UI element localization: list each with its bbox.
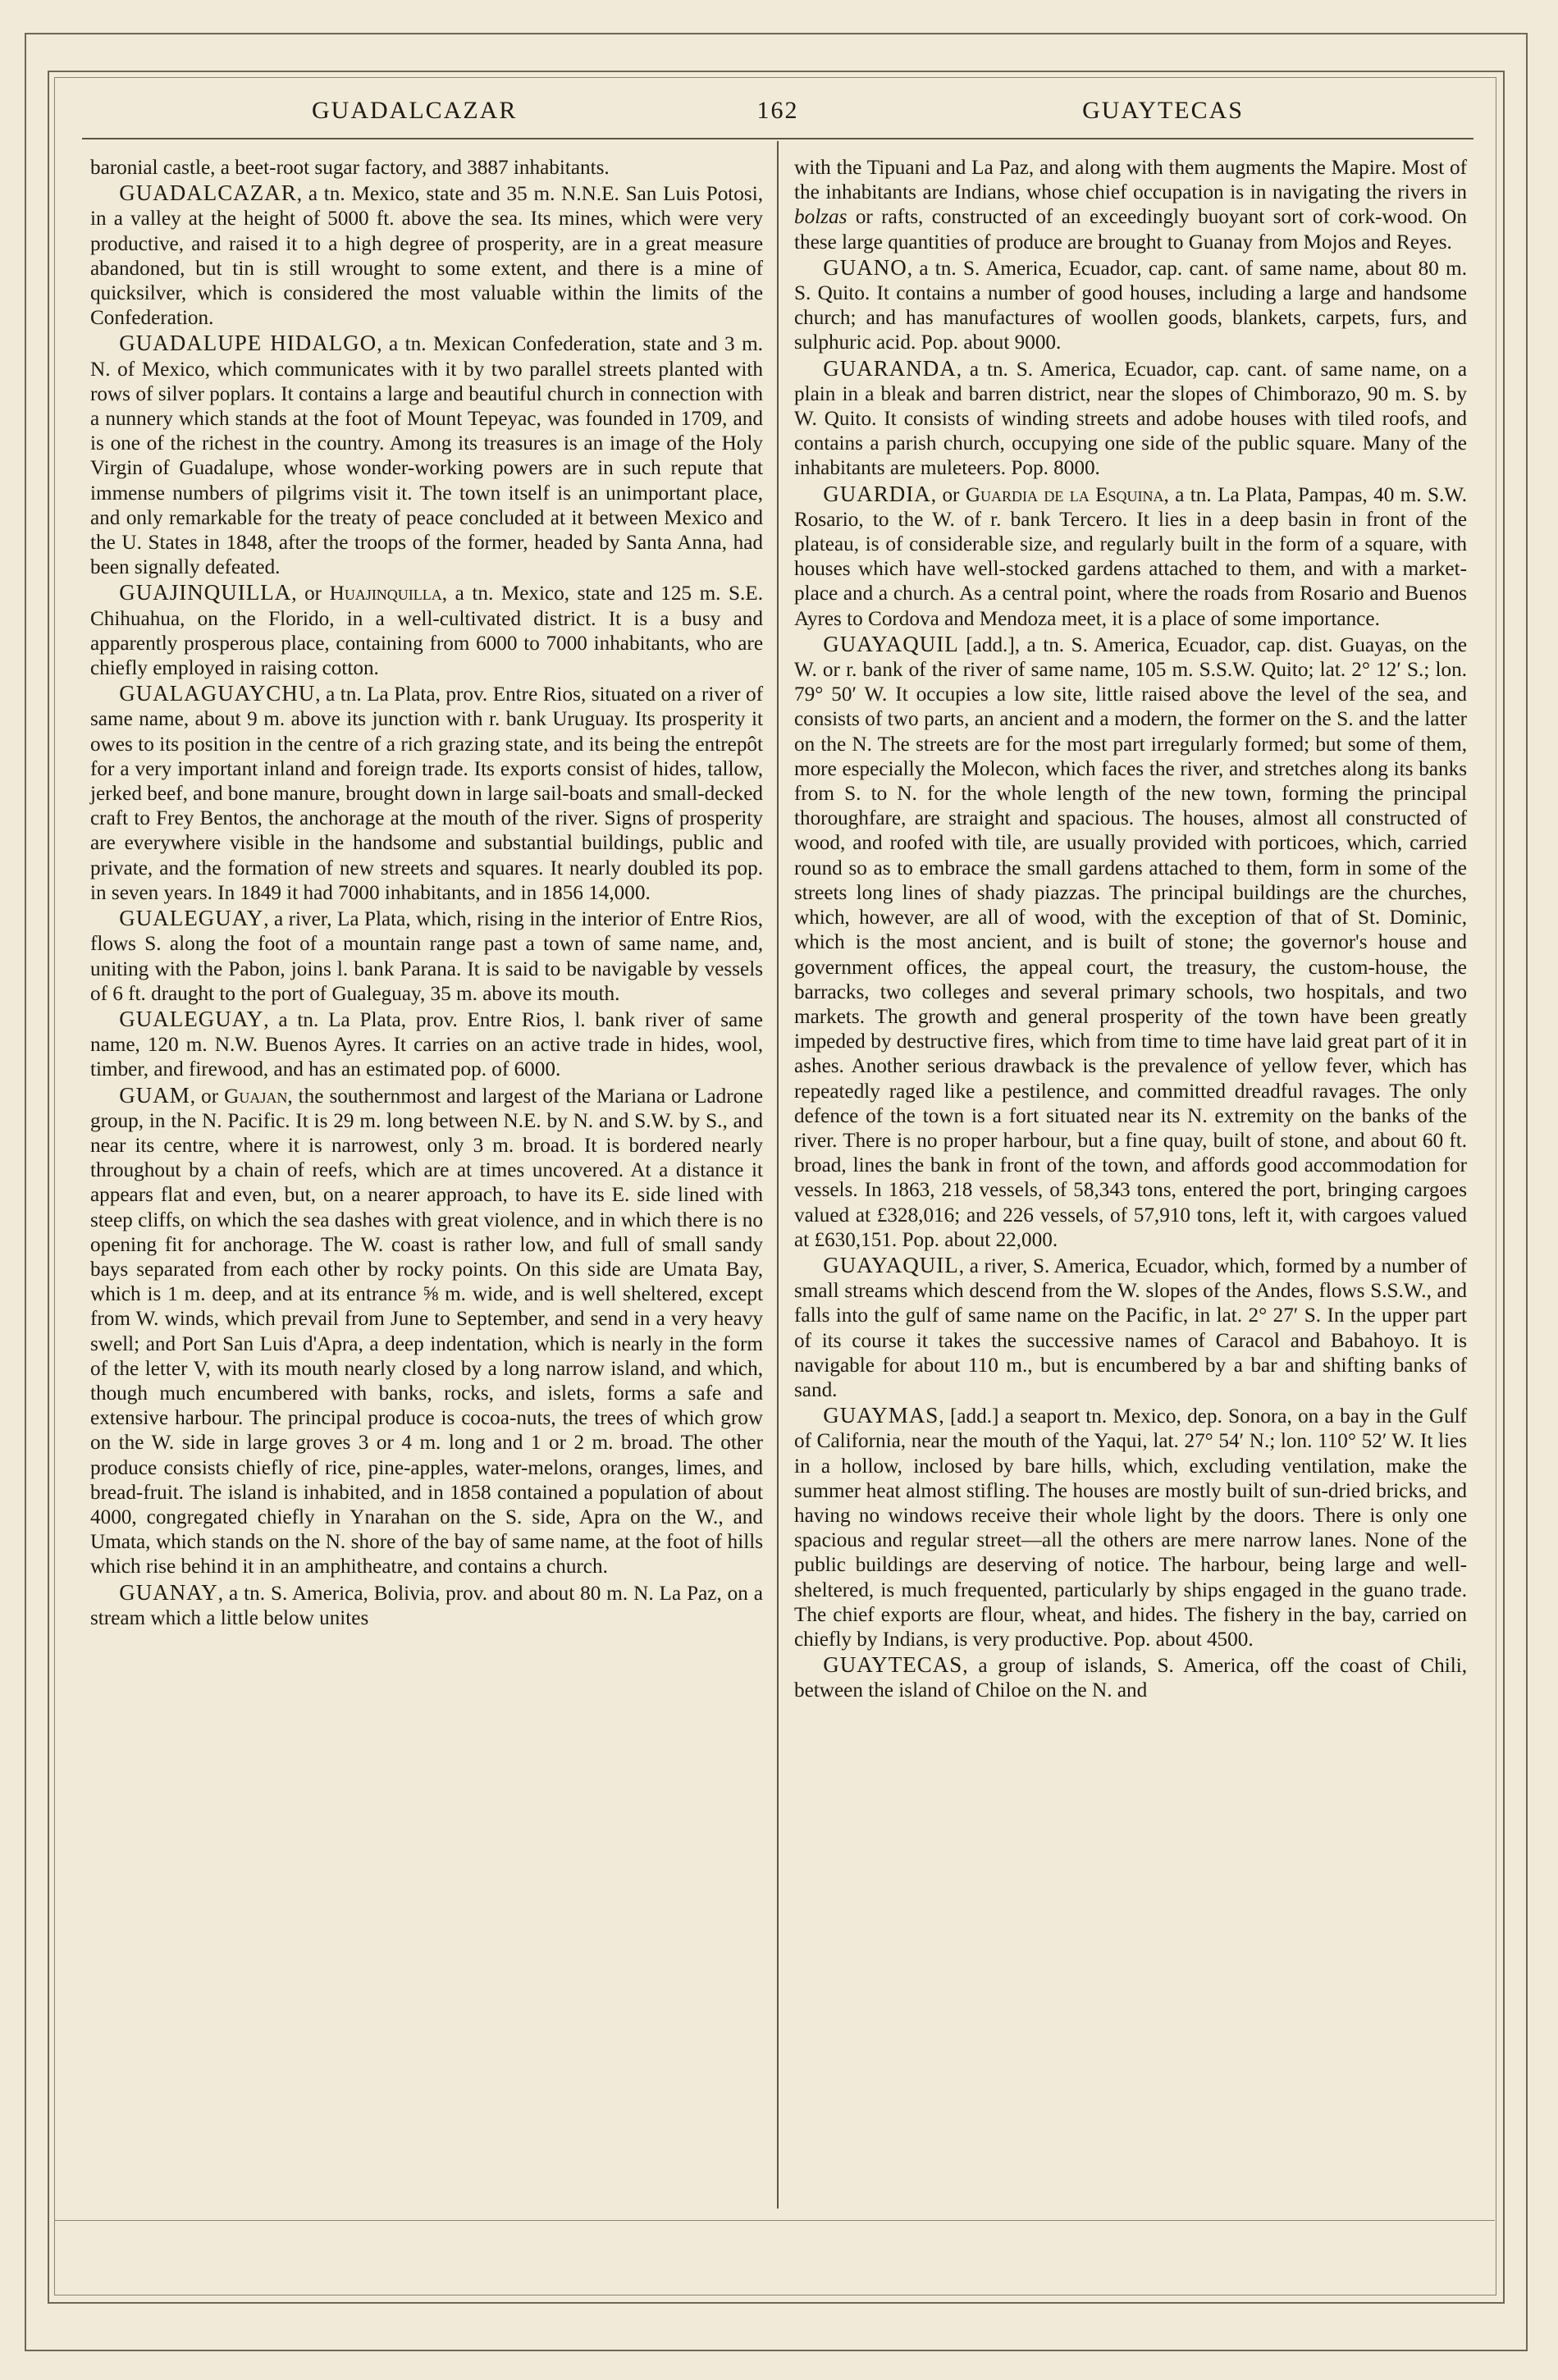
right-column xyxy=(794,156,1467,1704)
entry-guaranda: GUARANDA, a tn. S. America, Ecuador, cap. cant. of same name, on a plain in a bleak and barren district, near the slopes of Chimborazo, 90 m. S. by W. Quito. It consists of winding streets and adobe houses with tiled roofs, and contains a parish church, occupying one side of the public square. Many of the inhabitants are muleteers. Pop. 8000. xyxy=(794,355,1467,480)
entry-guayaquil-river: GUAYAQUIL, a river, S. America, Ecuador, which, formed by a number of small streams which descend from the W. slopes of the Andes, flows S.S.W., and falls into the gulf of same name on the Pacific, in lat. 2° 27′ S. In the upper part of its course it takes the successive names of Caracol and Babahoyo. It is navigable for about 110 m., but is encumbered by a bar and shifting banks of sand. xyxy=(794,1252,1467,1401)
entry-guam: GUAM, or Guajan, the southernmost and largest of the Mariana or Ladrone group, in the N. Pacific. It is 29 m. long between N.E. by N. and S.W. by S., and near its centre, where it is narrowest, only 3 m. broad. It is bordered nearly throughout by a chain of reefs, which are at times uncovered. At a distance it appears flat and even, but, on a nearer approach, to have its E. side lined with steep cliffs, on which the sea dashes with great violence, and in which there is no opening fit for anchorage. The W. coast is rather low, and full of small sandy bays separated from each other by rocky points. On this side are Umata Bay, which is 1 m. deep, and at its entrance ⅝ m. wide, and is well sheltered, except from W. winds, which prevail from June to September, and send in a very heavy swell; and Port San Luis d'Apra, a deep indentation, which is nearly in the form of the letter V, with its mouth nearly closed by a long narrow island, and which, though much encumbered with banks, rocks, and islets, forms a safe and extensive harbour. The principal produce is cocoa-nuts, the trees of which grow on the W. side in large groves 3 or 4 m. long and 1 or 2 m. broad. The other produce consists chiefly of rice, pine-apples, water-melons, oranges, limes, and bread-fruit. The island is inhabited, and in 1858 contained a population of about 4000, congregated chiefly in Ynarahan on the S. side, Apra on the W., and Umata, which stands on the N. shore of the bay of same name, at the foot of hills which rise behind it in an amphitheatre, and contains a church. xyxy=(90,1082,764,1578)
header-right-word: GUAYTECAS xyxy=(1082,97,1244,124)
running-header xyxy=(82,97,1473,130)
column-divider xyxy=(777,141,779,2209)
entry-guano: GUANO, a tn. S. America, Ecuador, cap. cant. of same name, about 80 m. S. Quito. It contains a number of good houses, including a large and handsome church; and has manufactures of woollen goods, blankets, carpets, furs, and sulphuric acid. Pop. about 9000. xyxy=(794,254,1467,354)
entry-guaytecas: GUAYTECAS, a group of islands, S. America, off the coast of Chili, between the island of Chiloe on the N. and xyxy=(794,1652,1467,1702)
entry-guadalupe-hidalgo: GUADALUPE HIDALGO, a tn. Mexican Confederation, state and 3 m. N. of Mexico, which communicates with it by two parallel streets planted with rows of silver poplars. It contains a large and beautiful church in connection with a nunnery which stands at the foot of Mount Tepeyac, was founded in 1709, and is one of the richest in the country. Among its treasures is an image of the Holy Virgin of Guadalupe, whose wonder-working powers are in such repute that immense numbers of pilgrims visit it. The town itself is an unimportant place, and only remarkable for the treaty of peace concluded at it between Mexico and the U. States in 1848, after the troops of the former, headed by Santa Anna, had been signally defeated. xyxy=(90,331,763,579)
entry-guayaquil-town: GUAYAQUIL [add.], a tn. S. America, Ecuador, cap. dist. Guayas, on the W. or r. bank of the river of same name, 105 m. S.S.W. Quito; lat. 2° 12′ S.; lon. 79° 50′ W. It occupies a low site, little raised above the level of the sea, and consists of two parts, an ancient and a modern, the former on the S. and the latter on the N. The streets are for the most part irregularly formed; but some of them, more especially the Molecon, which faces the river, and stretches along its banks from S. to N. for the whole length of the new town, forming the principal thoroughfare, are straight and spacious. The houses, almost all constructed of wood, and roofed with tile, are usually provided with porticoes, which, carried round so as to embrace the small gardens attached to them, form in some of the streets long lines of shady piazzas. The principal buildings are the churches, which, however, are all of wood, with the exception of that of St. Dominic, which is the most ancient, and is built of stone; the governor's house and government offices, the appeal court, the treasury, the custom-house, the barracks, two colleges and several primary schools, two hospitals, and two markets. The growth and general prosperity of the town have been greatly impeded by destructive fires, which from time to time have laid great part of it in ashes. Another serious drawback is the prevalence of yellow fever, which has repeatedly raged like a pestilence, and committed dreadful ravages. The only defence of the town is a fort situated near its N. extremity on the banks of the river. There is no proper harbour, but a fine quay, built of stone, and about 60 ft. broad, lines the bank in front of the town, and affords good accommodation for vessels. In 1863, 218 vessels, of 58,343 tons, entered the port, bringing cargoes valued at £328,016; and 226 vessels, of 57,910 tons, left it, with cargoes valued at £630,151. Pop. about 22,000. xyxy=(794,631,1467,1251)
entry-gualeguay-town: GUALEGUAY, a tn. La Plata, prov. Entre Rios, l. bank river of same name, 120 m. N.W. Buenos Ayres. It carries on an active trade in hides, wool, timber, and firewood, and has an estimated pop. of 6000. xyxy=(90,1006,763,1081)
footer-rule xyxy=(54,2220,1495,2221)
entry-guadalcazar: GUADALCAZAR, a tn. Mexico, state and 35 m. N.N.E. San Luis Potosi, in a valley at the height of 5000 ft. above the sea. Its mines, which were very productive, and raised it to a high degree of prosperity, are in a great measure abandoned, but tin is still wrought to some extent, and there is a mine of quicksilver, which is considered the most valuable within the limits of the Confederation. xyxy=(90,180,763,330)
header-rule xyxy=(82,138,1473,139)
entry-guanay: GUANAY, a tn. S. America, Bolivia, prov. and about 80 m. N. La Paz, on a stream which a little below unites xyxy=(90,1579,763,1629)
page-number: 162 xyxy=(756,97,799,124)
entry-guajinquilla: GUAJINQUILLA, or Huajinquilla, a tn. Mexico, state and 125 m. S.E. Chihuahua, on the Florido, in a well-cultivated district. It is a busy and apparently prosperous place, containing from 6000 to 7000 inhabitants, who are chiefly employed in raising cotton. xyxy=(90,580,763,680)
entry-gualeguay-river: GUALEGUAY, a river, La Plata, which, rising in the interior of Entre Rios, flows S. along the foot of a mountain range past a town of same name, and, uniting with the Pabon, joins l. bank Parana. It is said to be navigable by vessels of 6 ft. draught to the port of Gualeguay, 35 m. above its mouth. xyxy=(90,906,763,1005)
entry-continuation: baronial castle, a beet-root sugar factory, and 3887 inhabitants. xyxy=(90,157,610,179)
header-left-word: GUADALCAZAR xyxy=(312,97,518,124)
entry-guaymas: GUAYMAS, [add.] a seaport tn. Mexico, dep. Sonora, on a bay in the Gulf of California, near the mouth of the Yaqui, lat. 27° 54′ N.; lon. 110° 52′ W. It lies in a hollow, inclosed by bare hills, which, excluding ventilation, make the summer heat almost stifling. The houses are mostly built of sun-dried bricks, and having no windows receive their whole light by the doors. There is only one spacious and regular street—all the others are mere narrow lanes. None of the public buildings are deserving of notice. The harbour, being large and well-sheltered, is much frequented, particularly by ships engaged in the guano trade. The chief exports are flour, wheat, and hides. The fishery in the bay, carried on chiefly by Indians, is very productive. Pop. about 4500. xyxy=(794,1403,1467,1651)
entry-guardia: GUARDIA, or Guardia de la Esquina, a tn. La Plata, Pampas, 40 m. S.W. Rosario, to the W. of r. bank Tercero. It lies in a deep basin in front of the plateau, is of considerable size, and regularly built in the form of a square, with houses which have well-stocked gardens attached to them, and with a market-place and a church. As a central point, where the roads from Rosario and Buenos Ayres to Cordova and Mendoza meet, it is a place of some importance. xyxy=(794,481,1468,630)
entry-continuation: with the Tipuani and La Paz, and along with them augments the Mapire. Most of the inhabitants are Indians, whose chief occupation is in navigating the rivers in bolzas or rafts, constructed of an exceedingly buoyant sort of cork-wood. On these large quantities of produce are brought to Guanay from Mojos and Reyes. xyxy=(794,157,1467,254)
left-column xyxy=(90,156,763,1631)
entry-gualaguaychu: GUALAGUAYCHU, a tn. La Plata, prov. Entre Rios, situated on a river of same name, about 9 m. above its junction with r. bank Uruguay. Its prosperity it owes to its position in the centre of a rich grazing state, and its being the entrepôt for a very important inland and foreign trade. Its exports consist of hides, tallow, jerked beef, and bone manure, brought down in large sail-boats and small-decked craft to Frey Bentos, the anchorage at the mouth of the river. Signs of prosperity are everywhere visible in the handsome and substantial buildings, public and private, and the formation of new streets and squares. It nearly doubled its pop. in seven years. In 1849 it had 7000 inhabitants, and in 1856 14,000. xyxy=(90,681,763,904)
